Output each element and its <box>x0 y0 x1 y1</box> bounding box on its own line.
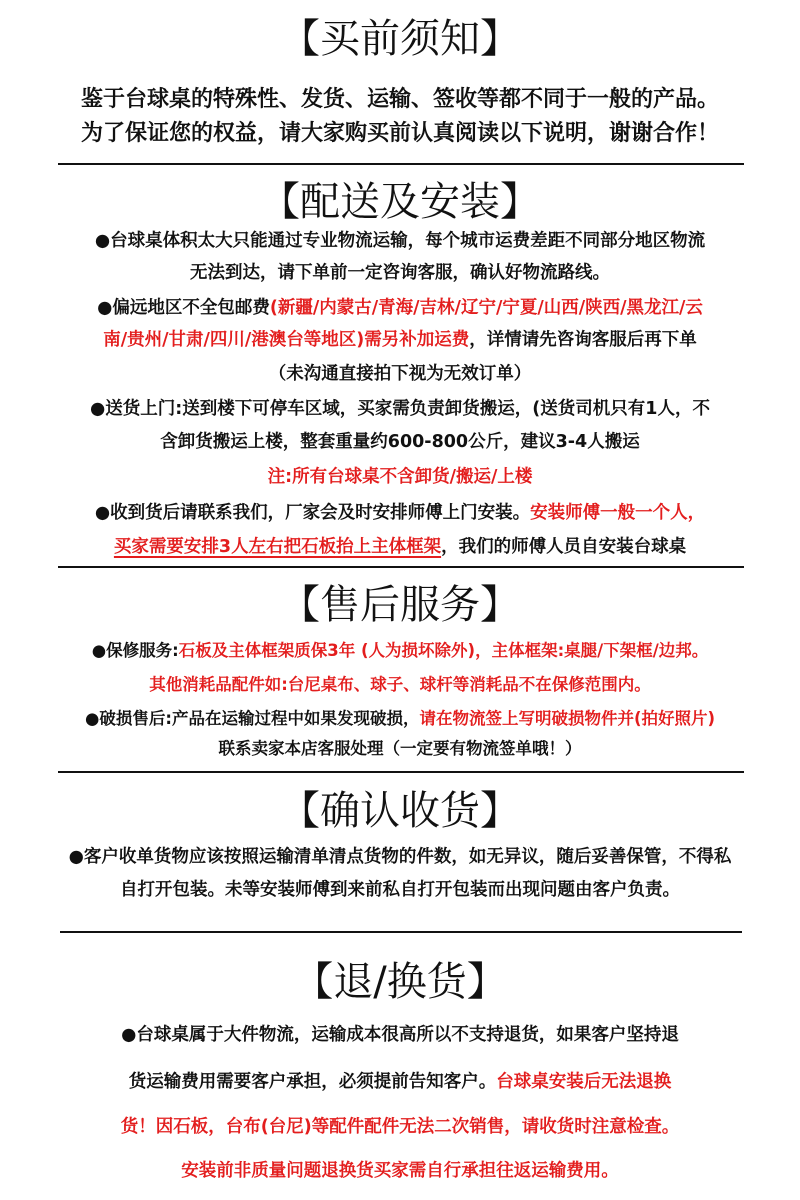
delivery-bullet-1-line-1: ●台球桌体积太大只能通过专业物流运输，每个城市运费差距不同部分地区物流 <box>94 231 706 251</box>
divider <box>58 163 744 165</box>
delivery-bullet-4-line-2 <box>0 533 800 561</box>
returns-line-2 <box>0 1068 800 1096</box>
divider <box>58 771 744 773</box>
warranty-line-1 <box>0 637 800 665</box>
delivery-bullet-2-line-2 <box>0 326 800 354</box>
delivery-bullet-2-line-3: （未沟通直接拍下视为无效订单） <box>268 364 532 384</box>
returns-line-4: 安装前非质量问题退换货买家需自行承担往返运输费用。 <box>181 1161 619 1181</box>
delivery-bullet-2-line-1 <box>0 294 800 322</box>
warranty-label: ●保修服务: <box>91 641 179 660</box>
damage-line-1 <box>0 705 800 733</box>
delivery-bullet-3-line-1: ●送货上门:送到楼下可停车区域，买家需负责卸货搬运，(送货司机只有1人，不 <box>90 399 710 419</box>
installer-count: 安装师傅一般一个人， <box>530 503 706 523</box>
delivery-bullet-1-line-2: 无法到达，请下单前一定咨询客服，确认好物流路线。 <box>190 263 610 283</box>
delivery-bullet-3-line-2: 含卸货搬运上楼，整套重量约600-800公斤，建议3-4人搬运 <box>160 432 640 452</box>
warranty-line-2: 其他消耗品配件如:台尼桌布、球子、球杆等消耗品不在保修范围内。 <box>149 675 651 694</box>
remote-areas-fee: 南/贵州/甘肃/四川/港澳台等地区)需另补加运费 <box>103 330 470 350</box>
notice-line-1: 鉴于台球桌的特殊性、发货、运输、签收等都不同于一般的产品。 <box>80 87 719 112</box>
warranty-terms: 石板及主体框架质保3年 (人为损坏除外)，主体框架:桌腿/下架框/边邦。 <box>178 641 709 660</box>
installation-contact: ●收到货后请联系我们，厂家会及时安排师傅上门安装。 <box>94 503 531 523</box>
damage-line-2: 联系卖家本店客服处理（一定要有物流签单哦！） <box>218 739 582 758</box>
return-shipping-cost: 货运输费用需要客户承担，必须提前告知客户。 <box>128 1072 497 1092</box>
returns-line-1: ●台球桌属于大件物流，运输成本很高所以不支持退货，如果客户坚持退 <box>121 1025 679 1045</box>
after-sales-title: 【售后服务】 <box>280 582 520 628</box>
returns-title: 【退/换货】 <box>293 959 507 1005</box>
damage-instructions: 请在物流签上写明破损物件并(拍好照片) <box>419 709 716 728</box>
remote-areas-list: (新疆/内蒙古/青海/吉林/辽宁/宁夏/山西/陕西/黑龙江/云 <box>269 298 703 318</box>
delivery-bullet-4-line-1 <box>0 499 800 527</box>
unloading-note: 注:所有台球桌不含卸货/搬运/上楼 <box>267 467 533 487</box>
receipt-title: 【确认收货】 <box>280 788 520 834</box>
returns-line-3: 货！因石板，台布(台尼)等配件配件无法二次销售，请收货时注意检查。 <box>120 1117 680 1137</box>
damage-label: ●破损售后:产品在运输过程中如果发现破损， <box>84 709 420 728</box>
divider <box>60 931 742 933</box>
notice-title: 【买前须知】 <box>280 16 520 62</box>
consult-note: ，详情请先咨询客服后再下单 <box>469 330 697 350</box>
installer-note: ，我们的师傅人员自安装台球桌 <box>441 537 687 557</box>
divider <box>58 566 744 568</box>
buyer-helpers-note: 买家需要安排3人左右把石板抬上主体框架 <box>113 537 442 557</box>
delivery-title: 【配送及安装】 <box>260 179 540 225</box>
no-return-after-install: 台球桌安装后无法退换 <box>496 1072 672 1092</box>
receipt-line-2: 自打开包装。未等安装师傅到来前私自打开包装而出现问题由客户负责。 <box>120 880 680 900</box>
receipt-line-1: ●客户收单货物应该按照运输清单清点货物的件数，如无异议，随后妥善保管，不得私 <box>68 847 732 867</box>
notice-line-2: 为了保证您的权益，请大家购买前认真阅读以下说明，谢谢合作！ <box>80 121 719 146</box>
remote-areas-label: ●偏远地区不全包邮费 <box>97 298 270 318</box>
